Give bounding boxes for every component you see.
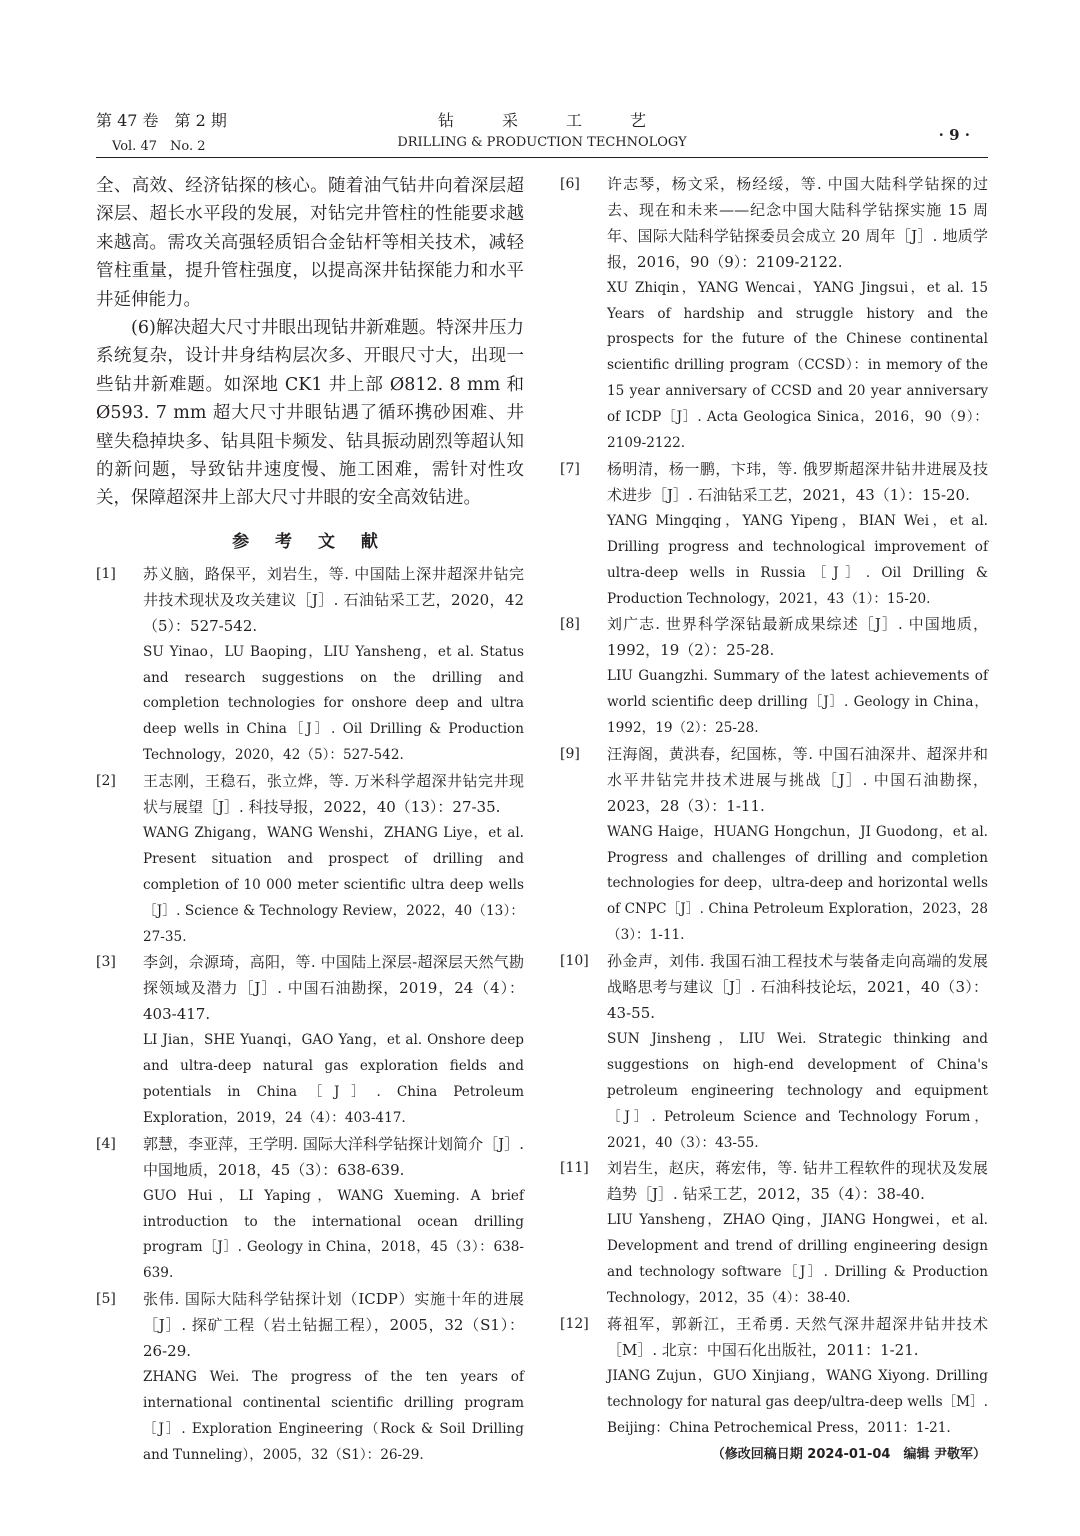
reference-number: [9] [560, 745, 580, 762]
right-column [560, 172, 988, 1462]
volume-issue-en: Vol. 47 No. 2 [112, 139, 206, 154]
reference-cn: 杨明清，杨一鹏，卞玮，等. 俄罗斯超深井钻井进展及技术进步［J］. 石油钻采工艺，2021，43（1）：15-20. [607, 459, 988, 504]
reference-en: YANG Mingqing，YANG Yipeng，BIAN Wei，et al. Drilling progress and technological improvement of ultra-deep wells in Russia［J］. Oil Drilling & Production Technology，2021，43（1）：15-20. [607, 512, 988, 607]
journal-title-en: DRILLING & PRODUCTION TECHNOLOGY [397, 135, 687, 150]
reference-number: [10] [560, 953, 589, 970]
reference-cn: 刘岩生，赵庆，蒋宏伟，等. 钻井工程软件的现状及发展趋势［J］. 钻采工艺，2012，35（4）：38-40. [607, 1159, 988, 1204]
reference-en: WANG Zhigang，WANG Wenshi，ZHANG Liye，et al. Present situation and prospect of drilling and completion of 10 000 meter scientific ultra deep wells［J］. Science & Technology Review，2022，40（13）：27-35. [143, 824, 524, 945]
reference-cn: 汪海阁，黄洪春，纪国栋，等. 中国石油深井、超深井和水平井钻完井技术进展与挑战［J］. 中国石油勘探，2023，28（3）：1-11. [607, 744, 988, 815]
reference-en: LIU Yansheng，ZHAO Qing，JIANG Hongwei，et al. Development and trend of drilling engineering design and technology software［J］. Drilling & Production Technology，2012，35（4）：38-40. [607, 1212, 988, 1306]
reference-number: [3] [96, 954, 116, 971]
reference-item [96, 562, 524, 769]
left-column [96, 172, 524, 1469]
reference-item [96, 769, 524, 950]
body-text [96, 172, 524, 513]
reference-en: XU Zhiqin，YANG Wencai，YANG Jingsui，et al. 15 Years of hardship and struggle history and the prospects for the future of the Chinese continental scientific drilling program（CCSD）：in memory of the 15 year anniversary of CCSD and 20 year anniversary of ICDP［J］. Acta Geologica Sinica，2016，90（9）：2109-2122. [607, 279, 988, 452]
reference-en: GUO Hui，LI Yaping，WANG Xueming. A brief introduction to the international ocean drilling program［J］. Geology in China，2018，45（3）：638-639. [143, 1187, 524, 1282]
page-header [96, 108, 988, 160]
reference-number: [7] [560, 460, 580, 477]
volume-issue-cn: 第 47 卷 第 2 期 [96, 111, 227, 130]
page-number: · 9 · [938, 126, 970, 144]
reference-item [96, 1132, 524, 1287]
reference-number: [4] [96, 1135, 116, 1152]
reference-cn: 张伟. 国际大陆科学钻探计划（ICDP）实施十年的进展［J］. 探矿工程（岩土钻掘工程），2005，32（S1）：26-29. [143, 1290, 524, 1361]
reference-number: [11] [560, 1160, 589, 1177]
reference-item [96, 1287, 524, 1468]
reference-number: [2] [96, 773, 116, 790]
reference-cn: 苏义脑，路保平，刘岩生，等. 中国陆上深井超深井钻完井技术现状及攻关建议［J］. 石油钻采工艺，2020，42（5）：527-542. [143, 564, 524, 635]
header-divider [96, 157, 988, 158]
reference-item [560, 172, 988, 457]
reference-item [560, 949, 988, 1156]
paragraph-2: (6)解决超大尺寸井眼出现钻井新难题。特深井压力系统复杂，设计井身结构层次多、开眼尺寸大，出现一些钻井新难题。如深地 CK1 井上部 Ø812. 8 mm 和 Ø593. 7 mm 超大尺寸井眼钻遇了循环携砂困难、井壁失稳掉块多、钻具阻卡频发、钻具振动剧烈等超认知的新问题，导致钻井速度慢、施工困难，需针对性攻关，保障超深井上部大尺寸井眼的安全高效钻进。 [96, 318, 524, 509]
reference-cn: 郭慧，李亚萍，王学明. 国际大洋科学钻探计划简介［J］. 中国地质，2018，45（3）：638-639. [143, 1134, 524, 1179]
journal-title-cn: 钻采工艺 [437, 111, 694, 130]
paragraph-1: 全、高效、经济钻探的核心。随着油气钻井向着深层超深层、超长水平段的发展，对钻完井管柱的性能要求越来越高。需攻关高强轻质铝合金钻杆等相关技术，减轻管柱重量，提升管柱强度，以提高深井钻探能力和水平井延伸能力。 [96, 176, 524, 310]
reference-item [560, 742, 988, 949]
reference-en: SUN Jinsheng，LIU Wei. Strategic thinking and suggestions on high-end development of China's petroleum engineering technology and equipment［J］. Petroleum Science and Technology Forum，2021，40（3）：43-55. [607, 1030, 988, 1151]
reference-number: [12] [560, 1315, 589, 1332]
reference-number: [1] [96, 565, 116, 582]
reference-item [96, 950, 524, 1131]
reference-cn: 刘广志. 世界科学深钻最新成果综述［J］. 中国地质，1992，19（2）：25-28. [607, 615, 988, 660]
reference-en: ZHANG Wei. The progress of the ten years of international continental scientific drilling program［J］. Exploration Engineering（Rock & Soil Drilling and Tunneling），2005，32（S1）：26-29. [143, 1368, 524, 1463]
reference-en: JIANG Zujun，GUO Xinjiang，WANG Xiyong. Drilling technology for natural gas deep/ultra-deep wells［M］. Beijing：China Petrochemical Press，2011：1-21. [607, 1367, 988, 1436]
reference-en: WANG Haige，HUANG Hongchun，JI Guodong，et al. Progress and challenges of drilling and completion technologies for deep，ultra-deep and horizontal wells of CNPC［J］. China Petroleum Exploration，2023，28（3）：1-11. [607, 823, 988, 944]
reference-number: [8] [560, 616, 580, 633]
reference-number: [5] [96, 1291, 116, 1308]
reference-item [560, 612, 988, 742]
reference-item [560, 457, 988, 612]
revision-footnote: （修改回稿日期 2024-01-04 编辑 尹敬军） [711, 1447, 986, 1463]
reference-cn: 许志琴，杨文采，杨经绥，等. 中国大陆科学钻探的过去、现在和未来——纪念中国大陆科学钻探实施 15 周年、国际大陆科学钻探委员会成立 20 周年［J］. 地质学报，2016，90（9）：2109-2122. [607, 175, 988, 271]
reference-item [560, 1156, 988, 1311]
references-heading: 参 考 文 献 [232, 531, 388, 552]
reference-item [560, 1312, 988, 1442]
reference-cn: 王志刚，王稳石，张立烨，等. 万米科学超深井钻完井现状与展望［J］. 科技导报，2022，40（13）：27-35. [143, 772, 524, 817]
reference-number: [6] [560, 176, 580, 192]
reference-en: LIU Guangzhi. Summary of the latest achievements of world scientific deep drilling［J］. Geology in China，1992，19（2）：25-28. [607, 668, 988, 737]
reference-cn: 李剑，佘源琦，高阳，等. 中国陆上深层-超深层天然气勘探领域及潜力［J］. 中国石油勘探，2019，24（4）：403-417. [143, 953, 524, 1024]
reference-cn: 孙金声，刘伟. 我国石油工程技术与装备走向高端的发展战略思考与建议［J］. 石油科技论坛，2021，40（3）：43-55. [607, 952, 988, 1022]
reference-en: SU Yinao，LU Baoping，LIU Yansheng，et al. Status and research suggestions on the drilling and completion technologies for onshore deep and ultra deep wells in China［J］. Oil Drilling & Production Technology，2020，42（5）：527-542. [143, 643, 524, 764]
reference-en: LI Jian，SHE Yuanqi，GAO Yang，et al. Onshore deep and ultra-deep natural gas exploration fields and potentials in China［J］. China Petroleum Exploration，2019，24（4）：403-417. [143, 1032, 524, 1126]
reference-cn: 蒋祖军，郭新江，王希勇. 天然气深井超深井钻井技术［M］. 北京：中国石化出版社，2011：1-21. [607, 1314, 988, 1359]
